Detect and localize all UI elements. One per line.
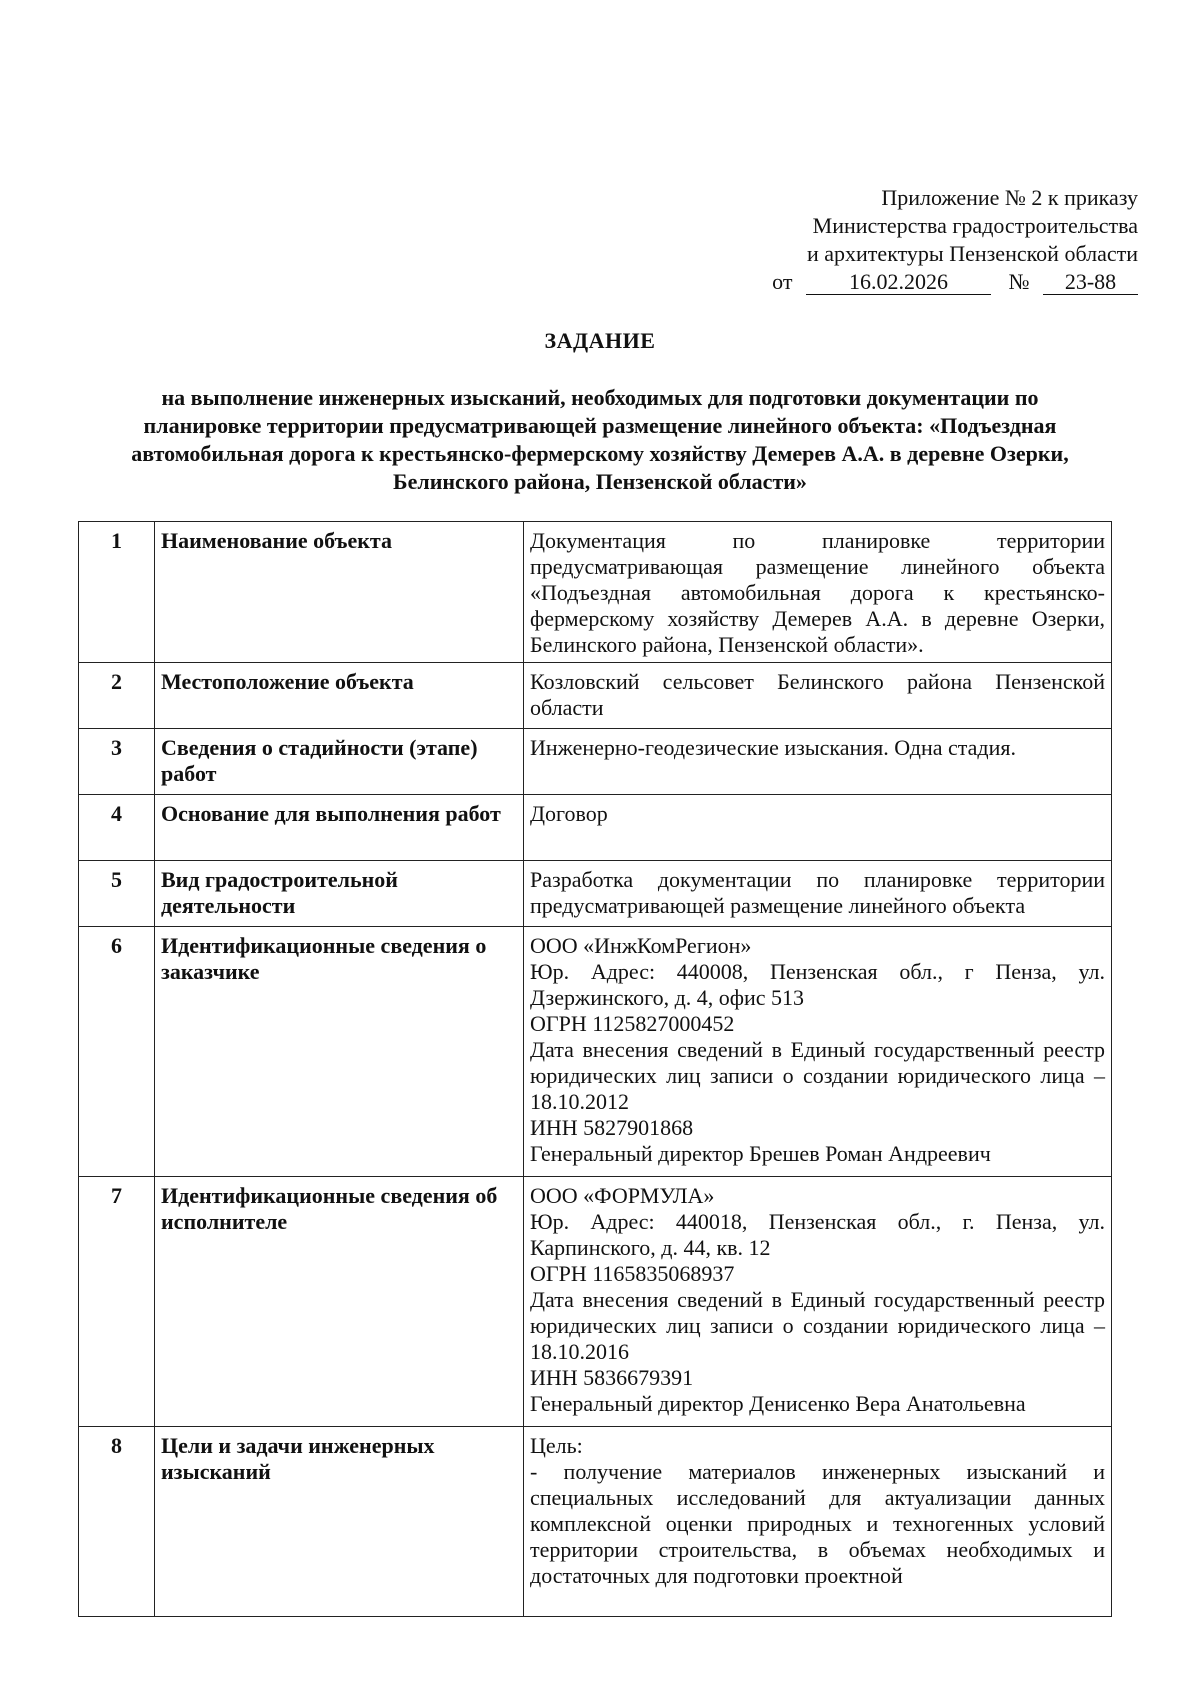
row-label: Сведения о стадийности (этапе) работ [155,729,524,795]
row-number: 8 [79,1427,155,1617]
table-row [79,861,1112,927]
appendix-line-3: и архитектуры Пензенской области [807,241,1138,266]
row-label: Цели и задачи инженерных изысканий [155,1427,524,1617]
row-label: Вид градостроительной деятельности [155,861,524,927]
row-number: 2 [79,663,155,729]
row-value [524,1427,1112,1617]
appendix-header [700,184,1138,296]
specification-table [78,521,1112,1617]
customer-inn: ИНН 5827901868 [530,1115,694,1140]
subtitle-line-3: автомобильная дорога к крестьянско-фермерскому хозяйству Демерев А.А. в деревне Озерки, [131,441,1069,466]
row-label: Идентификационные сведения о заказчике [155,927,524,1177]
table-row [79,1177,1112,1427]
contractor-director: Генеральный директор Денисенко Вера Анатольевна [530,1391,1026,1416]
row-value: Документация по планировке территории предусматривающая размещение линейного объекта «Подъездная автомобильная дорога к крестьянско-фермерскому хозяйству Демерев А.А. в деревне Озерки, Белинского района, Пензенской области». [524,522,1112,663]
appendix-number-label: № [1008,269,1030,294]
row-value: Разработка документации по планировке территории предусматривающей размещение линейного объекта [524,861,1112,927]
table-row [79,927,1112,1177]
row-number: 4 [79,795,155,861]
table-row [79,1427,1112,1617]
row-value: Договор [524,795,1112,861]
row-number: 7 [79,1177,155,1427]
customer-director: Генеральный директор Брешев Роман Андреевич [530,1141,991,1166]
row-label: Идентификационные сведения об исполнителе [155,1177,524,1427]
customer-registration: Дата внесения сведений в Единый государственный реестр юридических лиц записи о создании юридического лица – 18.10.2012 [530,1037,1105,1114]
order-number: 23-88 [1043,270,1138,295]
subtitle-line-4: Белинского района, Пензенской области» [393,469,807,494]
row-number: 5 [79,861,155,927]
row-label: Основание для выполнения работ [155,795,524,861]
row-value [524,927,1112,1177]
row-label: Местоположение объекта [155,663,524,729]
contractor-ogrn: ОГРН 1165835068937 [530,1261,735,1286]
table-row [79,663,1112,729]
row-label: Наименование объекта [155,522,524,663]
row-number: 3 [79,729,155,795]
subtitle-line-2: планировке территории предусматривающей размещение линейного объекта: «Подъездная [143,413,1057,438]
goal-heading: Цель: [530,1433,583,1458]
appendix-from-label: от [772,269,793,294]
customer-address: Юр. Адрес: 440008, Пензенская обл., г Пенза, ул. Дзержинского, д. 4, офис 513 [530,959,1105,1010]
row-number: 1 [79,522,155,663]
goal-text: - получение материалов инженерных изысканий и специальных исследований для актуализации данных комплексной оценки природных и техногенных условий территории строительства, в объемах необходимых и достаточных для подготовки проектной [530,1459,1105,1588]
row-value: Козловский сельсовет Белинского района Пензенской области [524,663,1112,729]
table-row [79,795,1112,861]
appendix-line-1: Приложение № 2 к приказу [881,185,1138,210]
contractor-inn: ИНН 5836679391 [530,1365,694,1390]
table-row [79,729,1112,795]
table-row [79,522,1112,663]
contractor-name: ООО «ФОРМУЛА» [530,1183,715,1208]
customer-name: ООО «ИнжКомРегион» [530,933,752,958]
appendix-date-line [700,268,1138,296]
customer-ogrn: ОГРН 1125827000452 [530,1011,735,1036]
row-value: Инженерно-геодезические изыскания. Одна стадия. [524,729,1112,795]
contractor-address: Юр. Адрес: 440018, Пензенская обл., г. Пенза, ул. Карпинского, д. 44, кв. 12 [530,1209,1105,1260]
appendix-line-2: Министерства градостроительства [812,213,1138,238]
row-value [524,1177,1112,1427]
document-title: ЗАДАНИЕ [544,328,656,353]
row-number: 6 [79,927,155,1177]
document-subtitle [60,384,1140,496]
contractor-registration: Дата внесения сведений в Единый государственный реестр юридических лиц записи о создании юридического лица – 18.10.2016 [530,1287,1105,1364]
subtitle-line-1: на выполнение инженерных изысканий, необходимых для подготовки документации по [161,385,1039,410]
order-date: 16.02.2026 [806,270,991,295]
